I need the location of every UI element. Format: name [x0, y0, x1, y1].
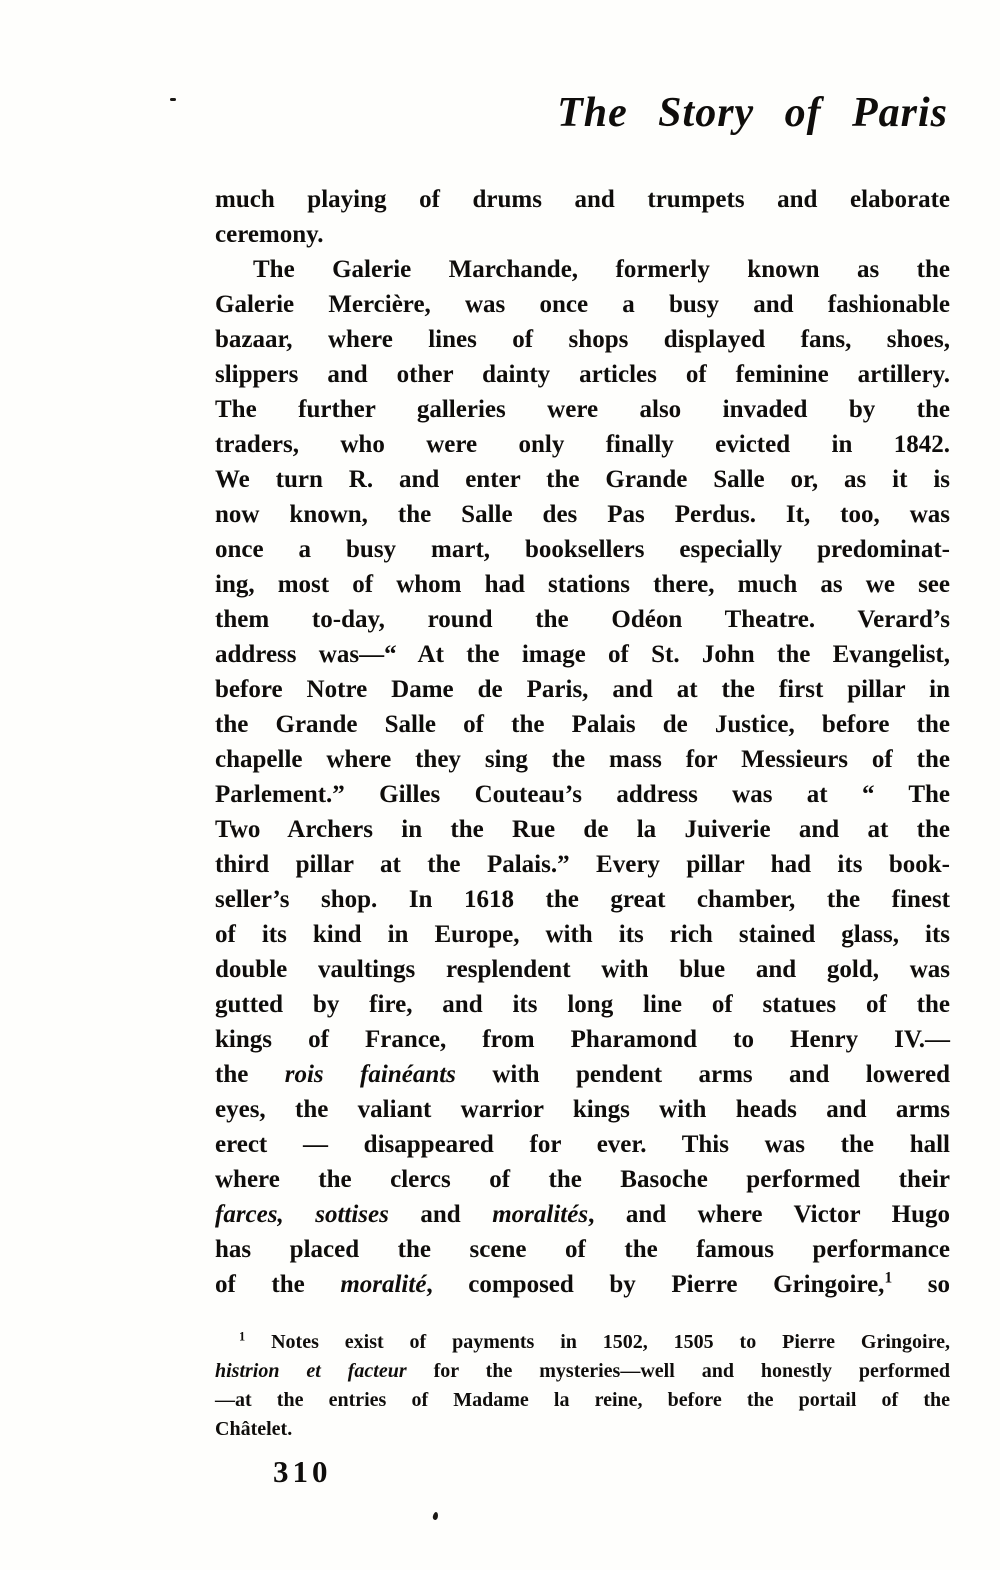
footnote [215, 1328, 950, 1444]
text-segment: much playing of drums and trumpets and elaborate [215, 186, 950, 213]
text-line [215, 987, 950, 1022]
text-line [215, 532, 950, 567]
text-segment: Notes exist of payments in 1502, 1505 to Pierre Gringoire, [245, 1331, 950, 1353]
text-line [215, 1057, 950, 1092]
text-line [215, 1415, 950, 1444]
text-line [215, 182, 950, 217]
page-content [0, 182, 1000, 1490]
text-line [215, 497, 950, 532]
text-segment: the Grande Salle of the Palais de Justice, before the [215, 711, 950, 738]
text-segment: Châtelet. [215, 1418, 293, 1440]
text-line [215, 322, 950, 357]
footnote-marker: 1 [884, 1269, 893, 1287]
text-line [215, 392, 950, 427]
text-line [215, 602, 950, 637]
text-segment: rois fainéants [284, 1061, 456, 1088]
text-segment: with pendent arms and lowered [455, 1061, 950, 1088]
text-segment: traders, who were only finally evicted in 1842. [215, 431, 950, 458]
text-line [215, 847, 950, 882]
text-segment: —at the entries of Madame la reine, before the portail of the [215, 1389, 950, 1411]
text-line [215, 707, 950, 742]
text-line [215, 252, 950, 287]
text-line [215, 357, 950, 392]
text-segment: of its kind in Europe, with its rich stained glass, its [215, 921, 950, 948]
text-segment: histrion et facteur [215, 1360, 407, 1382]
text-segment: of the [215, 1271, 341, 1298]
text-segment: moralité [340, 1271, 427, 1298]
text-line [215, 1092, 950, 1127]
text-line [215, 1328, 950, 1357]
text-segment: has placed the scene of the famous performance [215, 1236, 950, 1263]
text-segment: them to-day, round the Odéon Theatre. Verard’s [215, 606, 950, 633]
text-segment: address was—“ At the image of St. John the Evangelist, [215, 641, 950, 668]
text-segment: so [892, 1271, 950, 1298]
text-line [215, 742, 950, 777]
text-segment: The further galleries were also invaded by the [215, 396, 950, 423]
text-line [215, 917, 950, 952]
text-segment: ceremony. [215, 221, 324, 248]
text-segment: moralités [492, 1201, 589, 1228]
text-segment: third pillar at the Palais.” Every pillar had its book- [215, 851, 950, 878]
text-segment: now known, the Salle des Pas Perdus. It, too, was [215, 501, 950, 528]
text-line [215, 1386, 950, 1415]
text-segment: for the mysteries—well and honestly performed [406, 1360, 950, 1382]
text-line [215, 672, 950, 707]
text-segment: before Notre Dame de Paris, and at the first pillar in [215, 676, 950, 703]
text-segment: Two Archers in the Rue de la Juiverie and at the [215, 816, 950, 843]
text-line [215, 1022, 950, 1057]
text-line [215, 1267, 950, 1302]
text-segment: gutted by fire, and its long line of statues of the [215, 991, 950, 1018]
text-segment: , and where Victor Hugo [588, 1201, 951, 1228]
text-segment: eyes, the valiant warrior kings with heads and arms [215, 1096, 950, 1123]
text-segment: Galerie Mercière, was once a busy and fashionable [215, 291, 950, 318]
footnote-marker: 1 [239, 1329, 246, 1344]
text-line [215, 1127, 950, 1162]
text-segment: once a busy mart, booksellers especially predominat- [215, 536, 950, 563]
text-line [215, 1162, 950, 1197]
text-segment: kings of France, from Pharamond to Henry IV.— [215, 1026, 950, 1053]
text-line [215, 287, 950, 322]
text-line [215, 777, 950, 812]
text-line [215, 1197, 950, 1232]
page-number: 310 [273, 1454, 332, 1489]
text-segment: ing, most of whom had stations there, much as we see [215, 571, 950, 598]
text-segment: double vaultings resplendent with blue and gold, was [215, 956, 950, 983]
text-segment: chapelle where they sing the mass for Messieurs of the [215, 746, 950, 773]
text-segment: the [215, 1061, 285, 1088]
text-line [215, 462, 950, 497]
text-segment: Parlement.” Gilles Couteau’s address was at “ The [215, 781, 950, 808]
running-header: The Story of Paris [557, 90, 948, 136]
text-segment: and [388, 1201, 493, 1228]
text-segment: , composed by Pierre Gringoire, [426, 1271, 885, 1298]
text-segment: The Galerie Marchande, formerly known as the [253, 256, 950, 283]
text-line [215, 217, 950, 252]
text-line [215, 1232, 950, 1267]
text-line [215, 812, 950, 847]
text-segment: seller’s shop. In 1618 the great chamber, the finest [215, 886, 950, 913]
ink-speck [170, 98, 176, 101]
text-segment: slippers and other dainty articles of feminine artillery. [215, 361, 950, 388]
text-line [215, 637, 950, 672]
text-line [215, 1357, 950, 1386]
text-line [215, 567, 950, 602]
body-text [215, 182, 950, 1302]
text-line [215, 952, 950, 987]
text-segment: bazaar, where lines of shops displayed fans, shoes, [215, 326, 950, 353]
text-line [215, 427, 950, 462]
text-segment: farces, sottises [215, 1201, 389, 1228]
text-segment: erect — disappeared for ever. This was the hall [215, 1131, 950, 1158]
ink-speck [432, 1512, 439, 1521]
text-line [215, 882, 950, 917]
text-segment: We turn R. and enter the Grande Salle or, as it is [215, 466, 950, 493]
text-segment: where the clercs of the Basoche performed their [215, 1166, 950, 1193]
